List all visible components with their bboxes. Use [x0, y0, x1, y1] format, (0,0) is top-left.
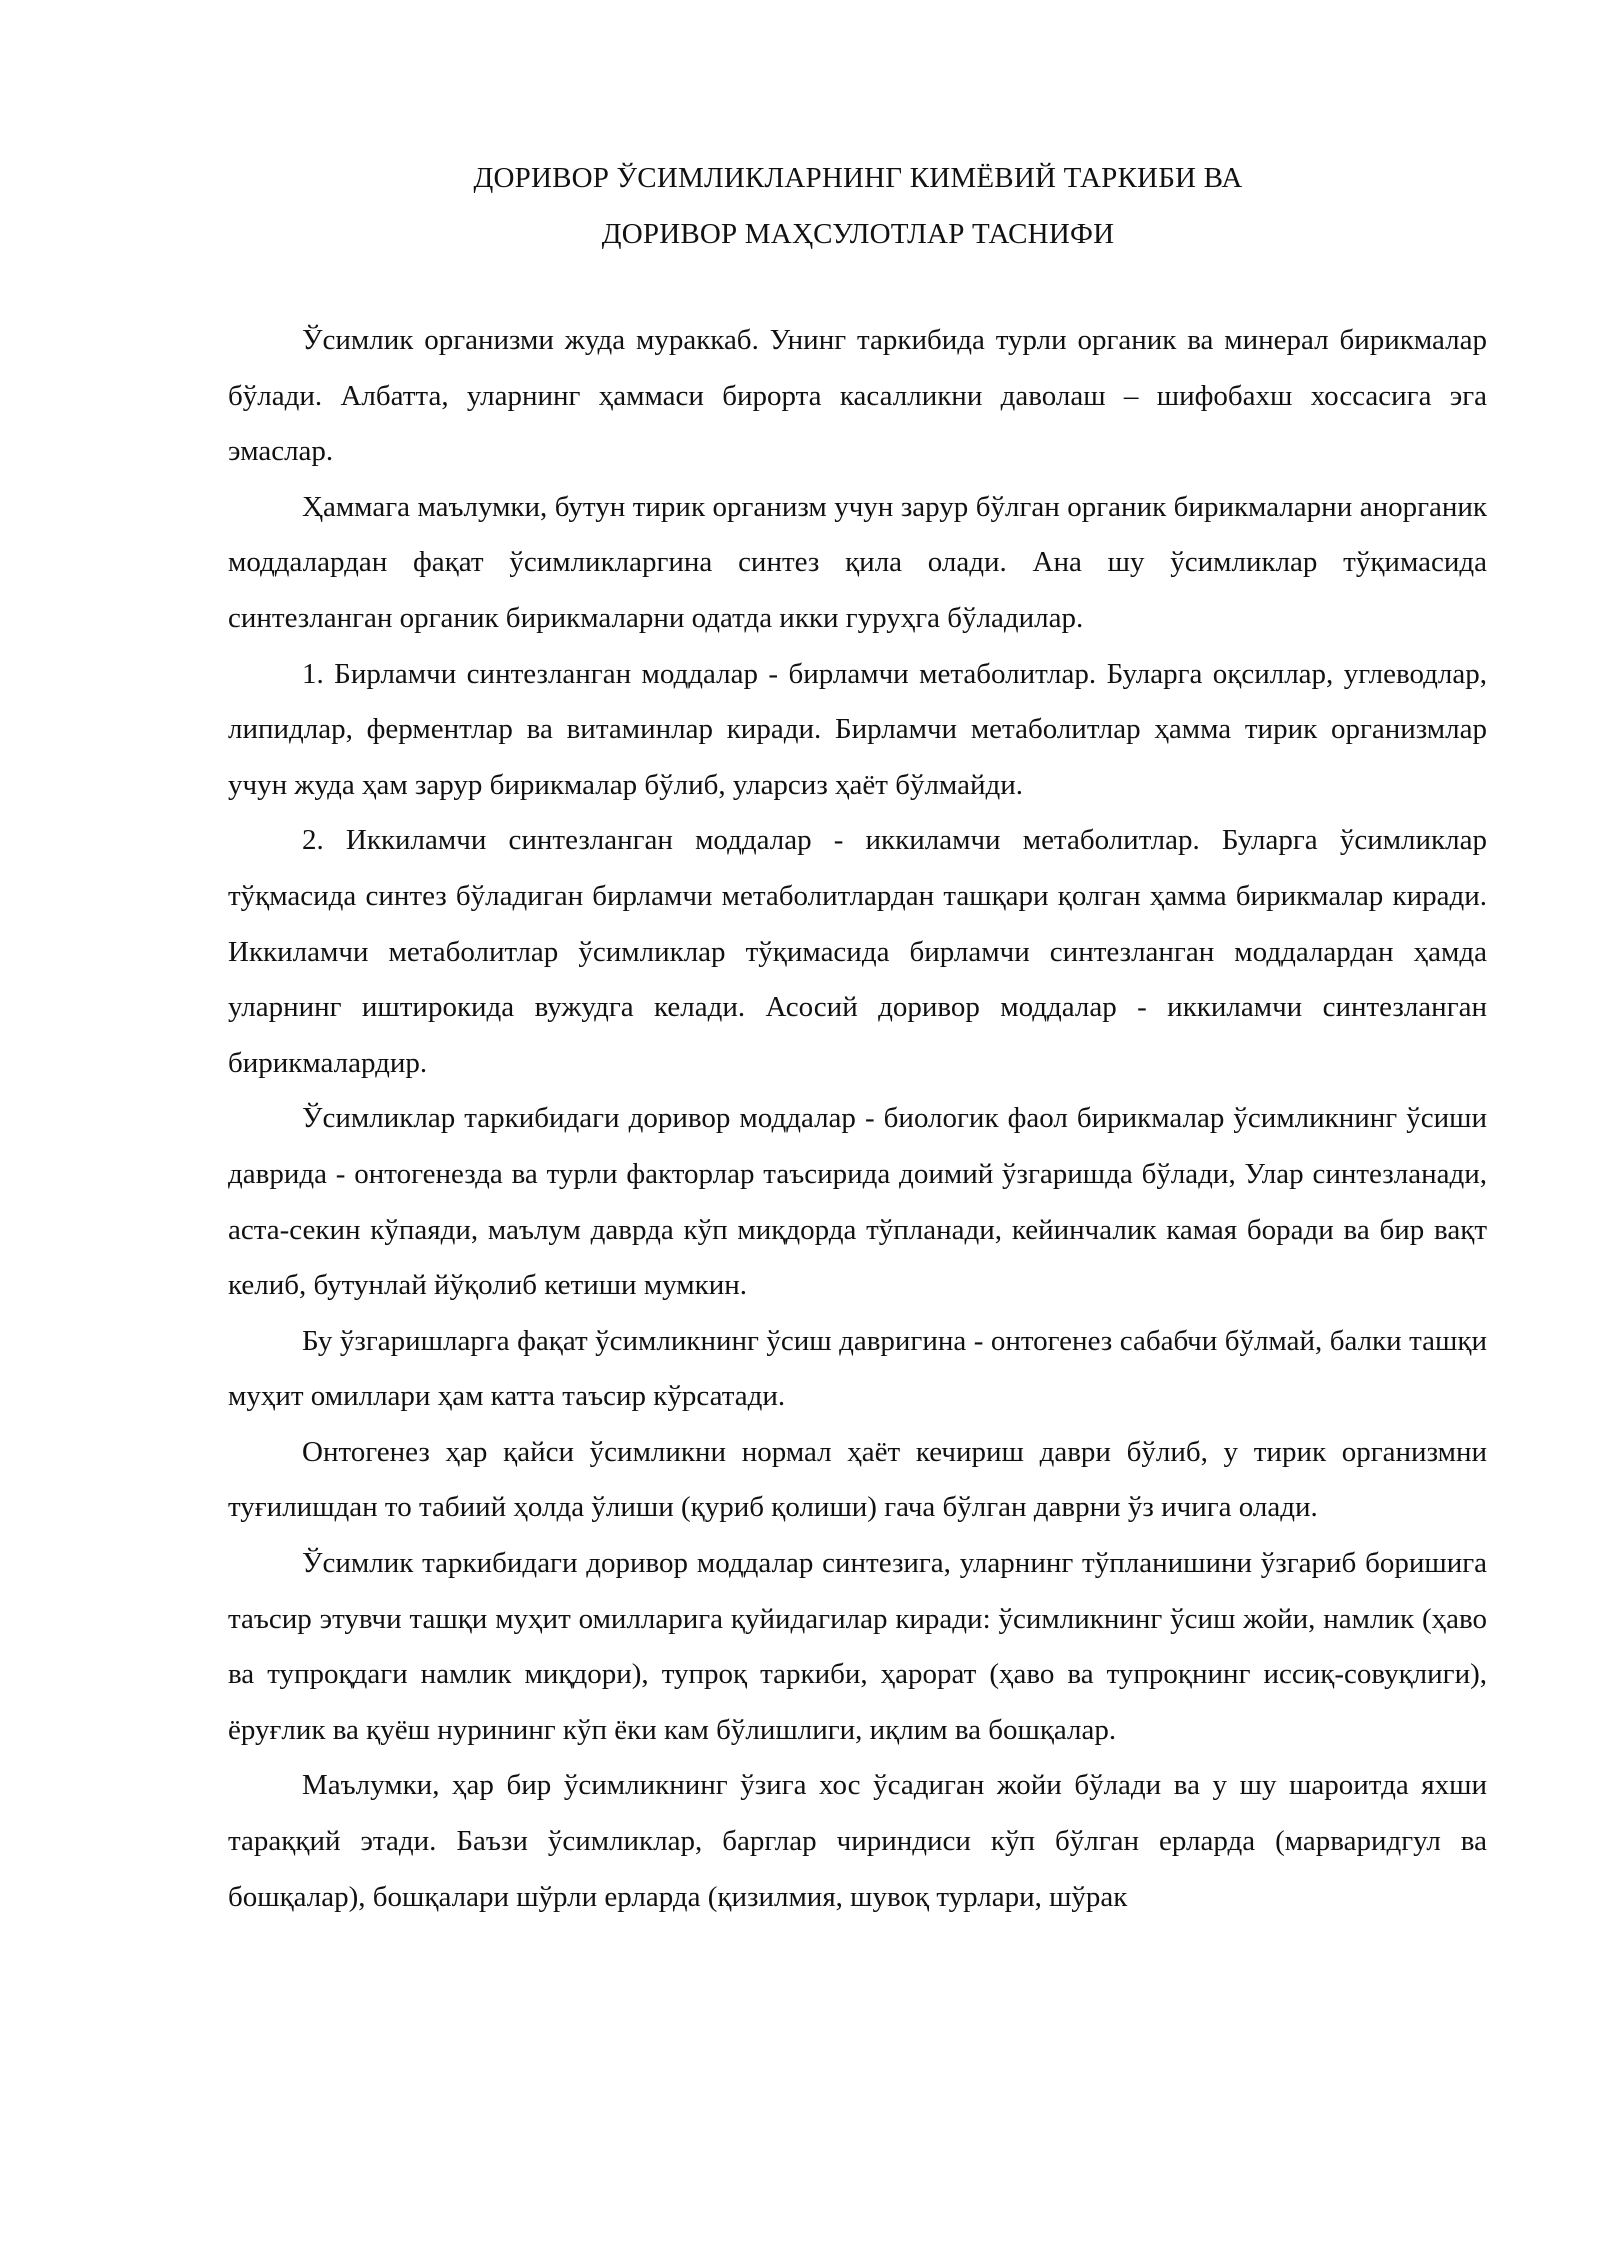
- paragraph-3: 1. Бирламчи синтезланган моддалар - бирламчи метаболитлар. Буларга оқсиллар, углеводлар, липидлар, ферментлар ва витаминлар киради. Бирламчи метаболитлар ҳамма тирик организмлар учун жуда ҳам зарур бирикмалар бўлиб, уларсиз ҳаёт бўлмайди.: [228, 657, 1487, 801]
- paragraph-2: Ҳаммага маълумки, бутун тирик организм учун зарур бўлган органик бирикмаларни анорганик моддалардан фақат ўсимликларгина синтез қила олади. Ана шу ўсимликлар тўқимасида синтезланган органик бирикмаларни одатда икки гуруҳга бўладилар.: [228, 490, 1487, 634]
- paragraph-9: Маълумки, ҳар бир ўсимликнинг ўзига хос ўсадиган жойи бўлади ва у шу шароитда яхши тараққий этади. Баъзи ўсимликлар, барглар чириндиси кўп бўлган ерларда (марваридгул ва бошқалар), бошқалари шўрли ерларда (қизилмия, шувоқ турлари, шўрак: [228, 1769, 1487, 1913]
- paragraph-5: Ўсимликлар таркибидаги доривор моддалар - биологик фаол бирикмалар ўсимликнинг ўсиши даврида - онтогенезда ва турли факторлар таъсирида доимий ўзгаришда бўлади, Улар синтезланади, аста-секин кўпаяди, маълум даврда кўп миқдорда тўпланади, кейинчалик камая боради ва бир вақт келиб, бутунлай йўқолиб кетиши мумкин.: [228, 1102, 1487, 1302]
- document-body: [228, 313, 1487, 1925]
- title-line-1: ДОРИВОР ЎСИМЛИКЛАРНИНГ КИМЁВИЙ ТАРКИБИ ВА: [473, 162, 1243, 194]
- document-title: [228, 150, 1488, 262]
- title-line-2: ДОРИВОР МАҲСУЛОТЛАР ТАСНИФИ: [601, 218, 1115, 250]
- paragraph-1: Ўсимлик организми жуда мураккаб. Унинг таркибида турли органик ва минерал бирикмалар бўлади. Албатта, уларнинг ҳаммаси бирорта касалликни даволаш – шифобахш хоссасига эга эмаслар.: [228, 324, 1487, 468]
- paragraph-4: 2. Иккиламчи синтезланган моддалар - иккиламчи метаболитлар. Буларга ўсимликлар тўқмасида синтез бўладиган бирламчи метаболитлардан ташқари қолган ҳамма бирикмалар киради. Иккиламчи метаболитлар ўсимликлар тўқимасида бирламчи синтезланган моддалардан ҳамда уларнинг иштирокида вужудга келади. Асосий доривор моддалар - иккиламчи синтезланган бирикмалардир.: [228, 824, 1487, 1079]
- paragraph-6: Бу ўзгаришларга фақат ўсимликнинг ўсиш давригина - онтогенез сабабчи бўлмай, балки ташқи муҳит омиллари ҳам катта таъсир кўрсатади.: [228, 1324, 1487, 1413]
- paragraph-8: Ўсимлик таркибидаги доривор моддалар синтезига, уларнинг тўпланишини ўзгариб боришига таъсир этувчи ташқи муҳит омилларига қуйидагилар киради: ўсимликнинг ўсиш жойи, намлик (ҳаво ва тупроқдаги намлик миқдори), тупроқ таркиби, ҳарорат (ҳаво ва тупроқнинг иссиқ-совуқлиги), ёруғлик ва қуёш нурининг кўп ёки кам бўлишлиги, иқлим ва бошқалар.: [228, 1547, 1487, 1746]
- paragraph-7: Онтогенез ҳар қайси ўсимликни нормал ҳаёт кечириш даври бўлиб, у тирик организмни туғилишдан то табиий ҳолда ўлиши (қуриб қолиши) гача бўлган даврни ўз ичига олади.: [228, 1435, 1487, 1524]
